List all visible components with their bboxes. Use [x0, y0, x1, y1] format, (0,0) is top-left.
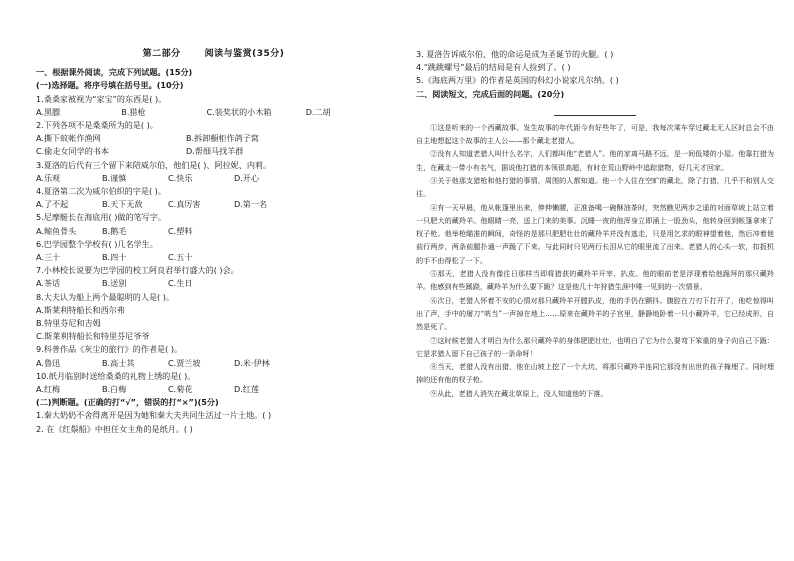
question-4: 4.夏洛第二次为威尔伯织的字是( )。 [36, 186, 166, 197]
paragraph-4: ④有一天早晨，他从帐篷里出来，伸伸懒腰，正准备喝一碗酥油茶时，突然瞧见两步之遥的对面草坡上站立着一只肥大的藏羚羊。他眼睛一亮，送上门来的美事。沉睡一夜的他浑身立即涌上一股劲头，他转身回到帐篷拿来了杈子枪。他举枪瞄准的瞬间，奇怪的是那只肥肥壮壮的藏羚羊并没有逃走，只是用乞求的眼神望着他，然后冲着他前行两步，两条前腿扑通一声跪了下来。与此同时只见两行长泪从它的眼里流了出来。老猎人的心头一软，扣扳机的手不由得松了一下。 [416, 202, 774, 265]
options-5: A.鲸鱼骨头 B.鹅毛 C.塑料 [36, 225, 193, 236]
question-10: 10.纸月临别时送给桑桑的礼物上绣的是( )。 [36, 370, 196, 381]
question-2: 2.下列各项不是桑桑所为的是( )。 [36, 120, 158, 131]
options-7: A.茶话 B.送别 C.生日 [36, 278, 193, 289]
options-9: A.鲁迅 B.高士其 C.贾兰坡 D.米·伊林 [36, 357, 270, 368]
paragraph-8: ⑧当天，老猎人没有出猎，他在山坡上挖了一个大坑，将那只藏羚羊连同它那没有出世的孩子掩埋了。同时埋掉的还有他的杈子枪。 [416, 362, 774, 385]
mc-heading: (一)选择题。将序号填在括号里。(10分) [36, 80, 184, 91]
options-6: A.三十 B.四十 C.五十 [36, 252, 193, 263]
question-7: 7.小林校长说要为巴学园的校工阿良君举行盛大的( )会。 [36, 265, 239, 276]
right-column [416, 48, 774, 400]
tf-item-2: 2. 在《红鬃船》中担任女主角的是纸月。( ) [36, 423, 193, 434]
options-4: A.了不起 B.天下无敌 C.真厉害 D.第一名 [36, 199, 268, 210]
option-8a: A.斯莱利特船长和西尔弗 [36, 304, 125, 315]
question-3: 3.夏洛的后代有三个留下来陪威尔伯，他们是( )、阿拉妮、内莉。 [36, 159, 272, 170]
question-5: 5.尼摩艇长在海底用( )做的笔写字。 [36, 212, 166, 223]
paragraph-3: ③关于他那支猎枪和他打猎的事情，周围的人都知道。他一个人住在空旷的藏北，除了打猎，几乎不和别人交往。 [416, 176, 774, 199]
left-column [36, 48, 391, 436]
paragraph-5: ⑤那天，老猎人没有像往日那样当即将猎获的藏羚羊开宰、扒皮。他的眼前老是浮现着给他跪拜的那只藏羚羊。他感到有些蹊跷，藏羚羊为什么要下跪？这是他几十年狩猎生涯中唯一见到的一次情景。 [416, 269, 774, 292]
options-1: A.黑膘 B.猎枪 C.装奖状的小木箱 D.二胡 [36, 106, 331, 117]
options-2a: A.撕下蚊帐作渔网 B.拆卸橱柜作鸽子窝 [36, 133, 259, 144]
tf-item-4: 4.“跳跳螺号”最后的结局是有人捡到了。( ) [416, 62, 571, 73]
question-1: 1.桑桑家被视为“家宝”的东西是( )。 [36, 93, 167, 104]
options-3: A.乐观 B.谨慎 C.快乐 D.开心 [36, 172, 259, 183]
paragraph-1: ①这是听来的一个西藏故事。发生故事的年代距今有好些年了，可是，我每次乘车穿过藏北无人区时总会不由自主地想起这个故事的主人公——那个藏北老猎人。 [416, 122, 774, 146]
tf-item-5: 5.《海底两万里》的作者是英国的科幻小说家凡尔纳。( ) [416, 75, 619, 86]
paragraph-2: ②没有人知道老猎人叫什么名字，人们都叫他“老猎人”。他的家离马路不远，是一间低矮的小屋。他靠打猎为生，在藏北一带小有名气，据说他打猎的本领很高超，有时在荒山野岭中追踪猎物，好几天才回家。 [416, 149, 774, 172]
option-8b: B.特里芬尼和吉姆 [36, 318, 101, 329]
tf-heading: (二)判断题。(正确的打“√”，错误的打“×”)(5分) [36, 397, 219, 408]
passage-title-blank [416, 107, 774, 117]
paragraph-6: ⑥次日，老猎人怀着不安的心情对那只藏羚羊开膛扒皮，他的手仍在颤抖。腹腔在刀刃下打开了，他吃惊得叫出了声，手中的屠刀“咣当”一声掉在地上……原来在藏羚羊的子宫里，静静地卧着一只小藏羚羊，它已经成形，自然是死了。 [416, 295, 774, 332]
section1-heading: 一、根据课外阅读，完成下列试题。(15分) [36, 67, 193, 78]
question-8: 8.大夫认为船上两个最聪明的人是( )。 [36, 291, 175, 302]
paragraph-9: ⑨从此，老猎人消失在藏北草原上，没人知道他的下落。 [430, 388, 608, 398]
part-title: 第二部分 阅读与鉴赏(35分) [142, 49, 285, 59]
options-10: A.红梅 B.白梅 C.菊花 D.红莲 [36, 384, 259, 395]
question-6: 6.巴学园整个学校有( )几名学生。 [36, 238, 158, 249]
option-8c: C.斯莱利特船长和特里芬尼爷爷 [36, 331, 150, 342]
paragraph-7: ⑦这时候老猎人才明白为什么那只藏羚羊的身体肥肥壮壮，也明白了它为什么要弯下笨重的身子向自己下跪：它是求猎人留下自己孩子的一条命呀！ [416, 335, 774, 358]
options-2b: C.偷走女同学的书本 D.帮细马找羊群 [36, 146, 244, 157]
tf-item-3: 3. 夏洛告诉威尔伯，他的命运是成为圣诞节的火腿。( ) [416, 49, 614, 59]
tf-item-1: 1.秦大奶奶不舍得离开是因为她和秦大夫共同生活过一片土地。( ) [36, 410, 272, 421]
question-9: 9.科普作品《灰尘的旅行》的作者是( )。 [36, 344, 183, 355]
section2-heading: 二、阅读短文，完成后面的问题。(20分) [416, 88, 565, 99]
